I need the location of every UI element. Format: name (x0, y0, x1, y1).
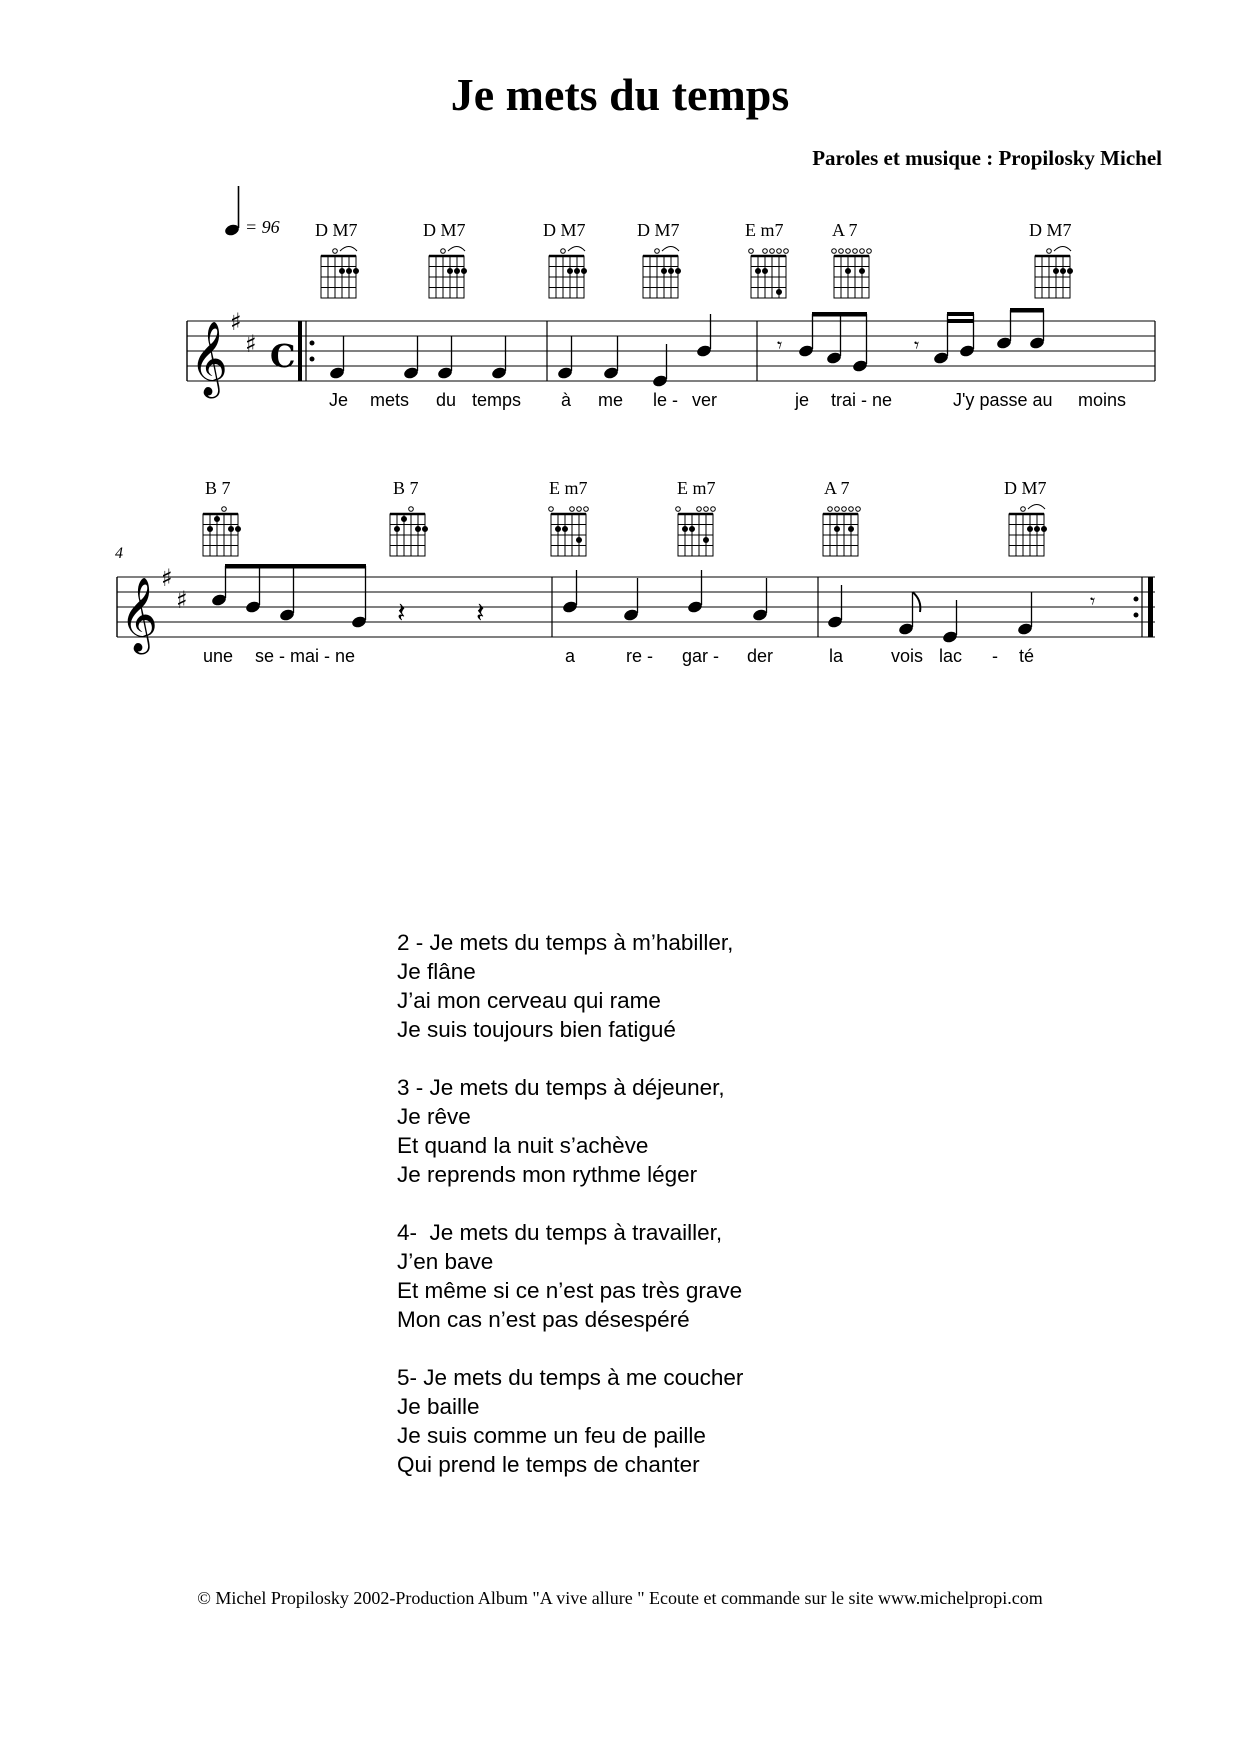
lyric-syllable: vois (891, 646, 924, 666)
lyric-syllable: lac (939, 646, 963, 666)
svg-text:𝄾: 𝄾 (914, 333, 920, 357)
chord-symbol: D M7 (423, 220, 466, 240)
measure-number: 4 (115, 545, 123, 562)
chord-symbol: D M7 (315, 220, 358, 240)
chord-symbol: E m7 (677, 478, 716, 498)
lyric-syllable: der (747, 646, 774, 666)
verse-line: Je rêve (397, 1104, 471, 1129)
lyric-syllable: J'y passe au (953, 390, 1053, 410)
staff-lines (117, 577, 1155, 637)
eighth-rest-icon: 𝄾 (1090, 589, 1096, 613)
verse-line: J’en bave (397, 1249, 494, 1274)
verse-3 (397, 1073, 743, 1189)
treble-clef-icon: 𝄞 (120, 578, 158, 652)
chord-symbol: A 7 (824, 478, 850, 498)
lyric-syllable: té (1019, 646, 1035, 666)
lyric-syllable: moins (1078, 390, 1127, 410)
song-title: Je mets du temps (450, 69, 790, 120)
chord-symbol: E m7 (549, 478, 588, 498)
chord-symbol: A 7 (832, 220, 858, 240)
lyric-syllable: se - mai - ne (255, 646, 356, 666)
chord-symbols (205, 478, 1047, 498)
chord-diagrams (321, 247, 1073, 299)
lyric-syllable: le - (653, 390, 679, 410)
lyric-syllable: la (829, 646, 844, 666)
svg-text:𝄾: 𝄾 (777, 333, 783, 357)
svg-text:♯: ♯ (161, 564, 173, 592)
verse-line: Qui prend le temps de chanter (397, 1452, 700, 1477)
tempo-value: = 96 (245, 217, 280, 237)
chord-diagram (832, 249, 872, 298)
verse-line: Et même si ce n’est pas très grave (397, 1278, 743, 1303)
credits: Paroles et musique : Propilosky Michel (812, 146, 1162, 170)
lyric-syllable: trai - ne (831, 390, 893, 410)
verse-line: Et quand la nuit s’achève (397, 1133, 649, 1158)
lyric-syllable: - (992, 646, 998, 666)
svg-text:♯: ♯ (176, 586, 188, 614)
chord-diagram (1035, 247, 1073, 299)
chord-symbol: B 7 (393, 478, 419, 498)
verse-line: J’ai mon cerveau qui rame (397, 988, 661, 1013)
verse-4 (397, 1218, 743, 1334)
verse-line: 4- Je mets du temps à travailler, (397, 1220, 723, 1245)
chord-symbol: D M7 (637, 220, 680, 240)
chord-symbol: B 7 (205, 478, 231, 498)
staff-system-2 (115, 478, 1155, 666)
lyric-syllable: gar - (682, 646, 720, 666)
lyric-syllable: mets (370, 390, 410, 410)
verse-line: Je flâne (397, 959, 476, 984)
sheet-music (0, 0, 1240, 720)
notes-measure-4 (211, 564, 485, 629)
notes-measure-3 (777, 308, 1045, 373)
verse-line: 2 - Je mets du temps à m’habiller, (397, 930, 734, 955)
chord-diagram (676, 507, 716, 556)
quarter-rest-icon: 𝄽 (476, 596, 485, 629)
chord-diagram (390, 507, 428, 556)
chord-diagram (321, 247, 359, 299)
lyric-syllable: a (565, 646, 576, 666)
lyric-syllable: re - (626, 646, 653, 666)
chord-diagram (429, 247, 467, 299)
verse-line: Je suis toujours bien fatigué (397, 1017, 676, 1042)
chord-diagram (203, 507, 241, 556)
verse-5 (397, 1363, 743, 1479)
staff-system-1 (187, 220, 1155, 410)
chord-symbols (315, 220, 1072, 240)
notes-measure-6 (827, 585, 1096, 644)
quarter-rest-icon: 𝄽 (397, 596, 406, 629)
lyric-syllable: une (203, 646, 234, 666)
verse-line: Je reprends mon rythme léger (397, 1162, 698, 1187)
verse-line: 5- Je mets du temps à me coucher (397, 1365, 744, 1390)
lyric-syllable: je (795, 390, 810, 410)
verse-line: 3 - Je mets du temps à déjeuner, (397, 1075, 725, 1100)
verse-2 (397, 928, 743, 1044)
lyric-syllable: ver (692, 390, 718, 410)
chord-symbol: D M7 (543, 220, 586, 240)
lyric-syllable: à (561, 390, 572, 410)
lyric-syllable: temps (472, 390, 522, 410)
verse-line: Je suis comme un feu de paille (397, 1423, 706, 1448)
copyright-footer: © Michel Propilosky 2002-Production Album "A vive allure " Ecoute et commande sur le site www.michelpropi.com (197, 1588, 1043, 1608)
svg-text:♯: ♯ (245, 330, 257, 358)
chord-symbol: E m7 (745, 220, 784, 240)
tempo-marking (224, 186, 280, 237)
lyric-syllable: du (436, 390, 457, 410)
chord-diagram (549, 247, 587, 299)
treble-clef-icon: 𝄞 (190, 322, 228, 396)
notes-measure-1 (329, 336, 508, 380)
chord-diagram (1009, 505, 1047, 557)
additional-verses (397, 928, 743, 1508)
lyrics-line-2 (203, 646, 1034, 666)
svg-text:♯: ♯ (230, 308, 242, 336)
chord-diagram (549, 507, 589, 556)
notes-measure-5 (562, 570, 769, 622)
lyric-syllable: me (598, 390, 624, 410)
lyric-syllable: Je (329, 390, 349, 410)
chord-diagrams (203, 505, 1047, 557)
time-signature: C (270, 337, 296, 375)
verse-line: Je baille (397, 1394, 480, 1419)
chord-symbol: D M7 (1004, 478, 1047, 498)
chord-symbol: D M7 (1029, 220, 1072, 240)
chord-diagram (823, 507, 860, 556)
lyrics-line-1 (329, 390, 1126, 410)
chord-diagram (643, 247, 681, 299)
verse-line: Mon cas n’est pas désespéré (397, 1307, 690, 1332)
chord-diagram (749, 249, 789, 298)
